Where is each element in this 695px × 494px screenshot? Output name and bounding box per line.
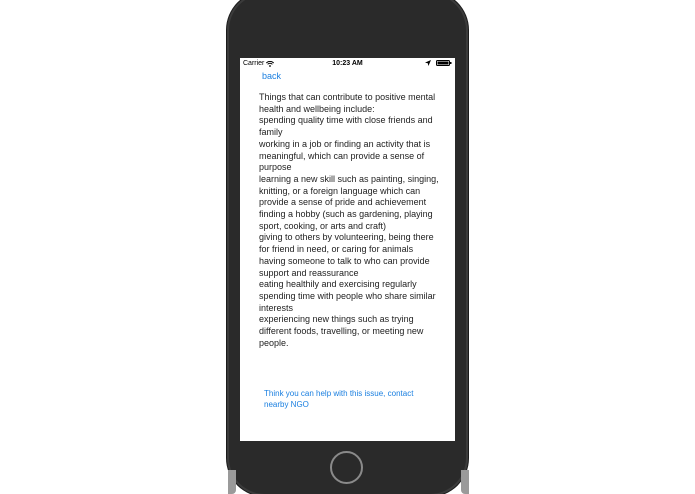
carrier-label: Carrier <box>243 60 265 67</box>
status-right <box>425 60 452 66</box>
location-arrow-icon <box>425 60 431 66</box>
home-button[interactable] <box>330 451 363 484</box>
contact-ngo-link[interactable]: Think you can help with this issue, contact nearby NGO <box>264 389 414 409</box>
frame-edge-left <box>228 470 236 494</box>
status-time: 10:23 AM <box>332 60 363 67</box>
frame-edge-right <box>461 470 469 494</box>
wellbeing-text: Things that can contribute to positive mental health and wellbeing include: spending quality time with close friends and family working in a job or finding an activity that is meaningful, which can provide a sense of purpose learning a new skill such as painting, singing, knitting, or a foreign language which can provide a sense of pride and achievement finding a hobby (such as gardening, playing sport, cooking, or arts and craft) giving to others by volunteering, being there for friend in need, or caring for animals having someone to talk to who can provide support and reassurance eating healthily and exercising regularly spending time with people who share similar interests experiencing new things such as trying different foods, travelling, or meeting new people. <box>259 92 439 348</box>
battery-full-icon <box>436 60 452 66</box>
back-button[interactable]: back <box>262 71 282 81</box>
phone-screen <box>240 58 455 441</box>
status-bar <box>240 58 455 70</box>
